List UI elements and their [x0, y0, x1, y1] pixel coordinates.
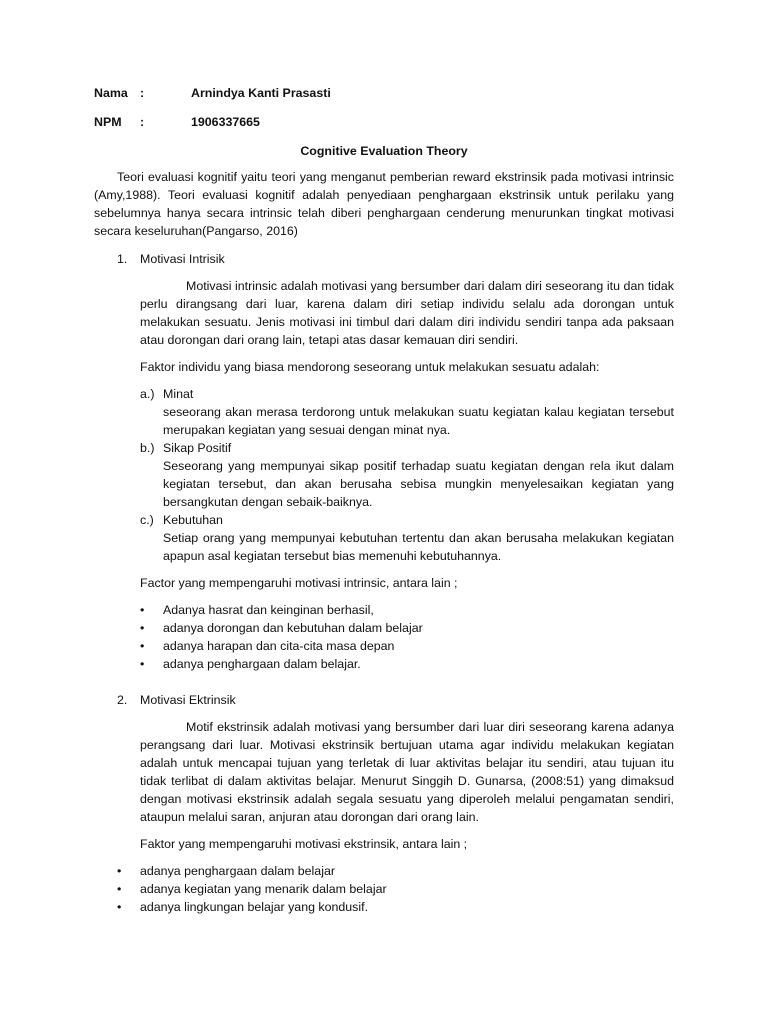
npm-value: 1906337665 — [191, 115, 260, 129]
intro-paragraph: Teori evaluasi kognitif yaitu teori yang menganut pemberian reward ekstrinsik pada motivasi intrinsic (Amy,1988). Teori evaluasi kognitif adalah penyediaan penghargaan ekstrinsik untuk perilaku yang sebelumnya hanya secara intrinsic telah diberi penghargaan cenderung menurunkan tingkat motivasi secara keseluruhan(Pangarso, 2016) — [94, 170, 674, 238]
bullet-icon: • — [117, 882, 122, 896]
factor-text: Seseorang yang mempunyai sikap positif terhadap suatu kegiatan dengan rela ikut dalam kegiatan tersebut, dan akan berusaha sebisa mungkin menyelesaikan kegiatan yang bersangkutan dengan sebaik-baiknya. — [163, 459, 674, 509]
section-2-number: 2. — [117, 693, 128, 707]
section-1-number: 1. — [117, 252, 128, 266]
name-value: Arnindya Kanti Prasasti — [191, 86, 331, 100]
section-2-title: Motivasi Ektrinsik — [140, 693, 236, 707]
bullet-icon: • — [140, 639, 145, 653]
list-item-text: adanya dorongan dan kebutuhan dalam belajar — [163, 621, 423, 635]
name-label: Nama — [94, 86, 128, 100]
list-item — [94, 601, 674, 619]
factor-text: seseorang akan merasa terdorong untuk melakukan suatu kegiatan kalau kegiatan tersebut merupakan kegiatan yang sesuai dengan minat nya. — [163, 405, 674, 437]
section-1-content — [94, 277, 674, 592]
list-item-text: adanya lingkungan belajar yang kondusif. — [140, 900, 369, 914]
section-1-heading — [94, 250, 674, 268]
section-2-content — [94, 718, 674, 853]
document-title: Cognitive Evaluation Theory — [300, 144, 468, 158]
list-item — [94, 655, 674, 673]
factor-title: Minat — [163, 387, 194, 401]
factor-minat — [140, 385, 674, 439]
bullet-icon: • — [117, 900, 122, 914]
bullet-icon: • — [140, 603, 145, 617]
list-item — [94, 619, 674, 637]
factor-label: b.) — [140, 441, 155, 455]
intrinsic-factor-list — [94, 601, 674, 673]
npm-row — [94, 113, 674, 131]
list-item-text: Adanya hasrat dan keinginan berhasil, — [163, 603, 374, 617]
factor-title: Sikap Positif — [163, 441, 232, 455]
section-1-title: Motivasi Intrisik — [140, 252, 225, 266]
list-item — [94, 637, 674, 655]
bullet-icon: • — [117, 864, 122, 878]
section-2-body: Motif ekstrinsik adalah motivasi yang bersumber dari luar diri seseorang karena adanya perangsang dari luar. Motivasi ekstrinsik bertujuan utama agar individu melakukan kegiatan adalah untuk mencapai tujuan yang terletak di luar aktivitas belajar itu sendiri, atau tujuan itu tidak terlibat di dalam aktivitas belajar. Menurut Singgih D. Gunarsa, (2008:51) yang dimaksud dengan motivasi ekstrinsik adalah segala sesuatu yang diperoleh melalui pengamatan sendiri, ataupun melalui saran, anjuran atau dorongan dari orang lain. — [140, 720, 674, 824]
npm-label: NPM — [94, 115, 122, 129]
factor-kebutuhan — [140, 511, 674, 565]
extrinsic-factors-intro: Faktor yang mempengaruhi motivasi ekstrinsik, antara lain ; — [140, 837, 468, 851]
name-colon: : — [140, 86, 145, 100]
list-item — [94, 898, 674, 916]
factor-label: a.) — [140, 387, 155, 401]
list-item-text: adanya kegiatan yang menarik dalam belajar — [140, 882, 387, 896]
list-item-text: adanya penghargaan dalam belajar. — [163, 657, 361, 671]
list-item — [94, 862, 674, 880]
bullet-icon: • — [140, 621, 145, 635]
list-item-text: adanya penghargaan dalam belajar — [140, 864, 335, 878]
list-item-text: adanya harapan dan cita-cita masa depan — [163, 639, 395, 653]
factor-sikap-positif — [140, 439, 674, 511]
factor-title: Kebutuhan — [163, 513, 223, 527]
name-row — [94, 84, 674, 102]
factors-intro: Faktor individu yang biasa mendorong seseorang untuk melakukan sesuatu adalah: — [140, 360, 600, 374]
list-item — [94, 880, 674, 898]
bullet-icon: • — [140, 657, 145, 671]
factor-text: Setiap orang yang mempunyai kebutuhan tertentu dan akan berusaha melakukan kegiatan apapun asal kegiatan tersebut bias memenuhi kebutuhannya. — [163, 531, 674, 563]
section-2-heading — [94, 691, 674, 709]
section-1-body: Motivasi intrinsic adalah motivasi yang bersumber dari dalam diri seseorang itu dan tidak perlu dirangsang dari luar, karena dalam diri setiap individu selalu ada dorongan untuk melakukan sesuatu. Jenis motivasi ini timbul dari dalam diri individu sendiri tanpa ada paksaan atau dorongan dari orang lain, tetapi atas dasar kemauan diri sendiri. — [140, 279, 674, 347]
npm-colon: : — [140, 115, 145, 129]
factor-label: c.) — [140, 513, 154, 527]
extrinsic-factor-list — [94, 862, 674, 916]
intrinsic-factors-intro: Factor yang mempengaruhi motivasi intrinsic, antara lain ; — [140, 576, 458, 590]
